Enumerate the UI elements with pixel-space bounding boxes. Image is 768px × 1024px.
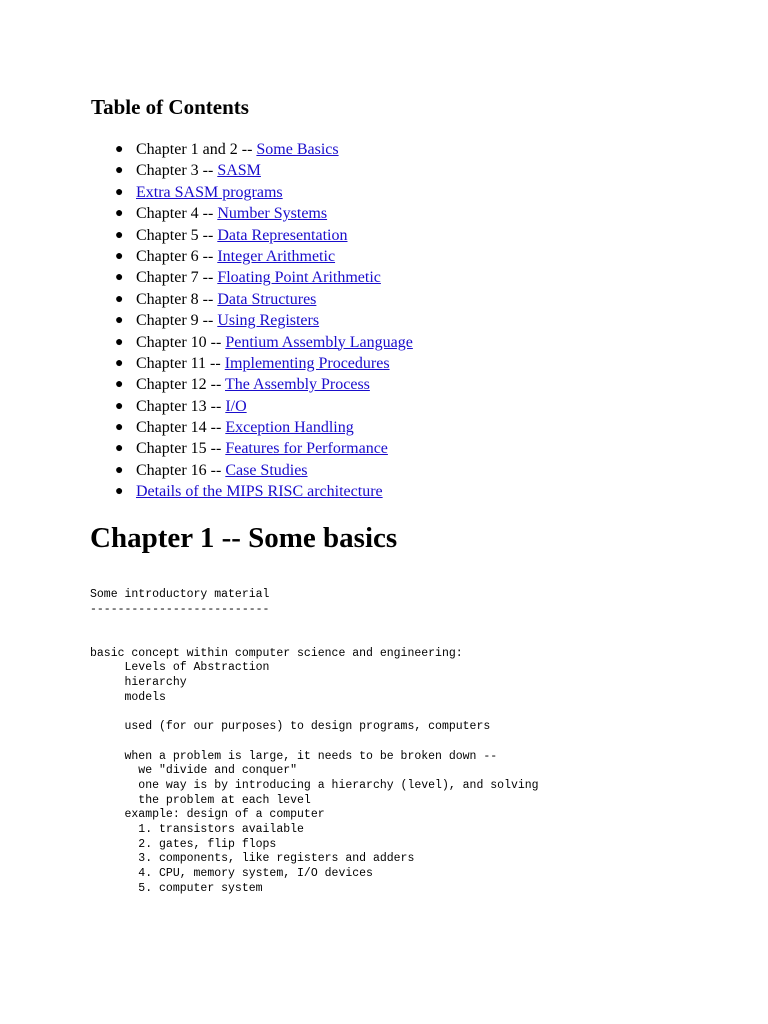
toc-item (115, 353, 413, 374)
toc-link[interactable]: Floating Point Arithmetic (217, 269, 381, 287)
chapter-text-block (90, 588, 539, 896)
toc-item-prefix: Chapter 7 -- (136, 269, 218, 287)
toc-item-prefix: Chapter 4 -- (136, 205, 218, 223)
toc-item (115, 460, 413, 481)
toc-link[interactable]: I/O (225, 397, 247, 415)
toc-item (115, 417, 413, 438)
text-line (90, 735, 539, 750)
chapter-heading: Chapter 1 -- Some basics (90, 522, 398, 554)
toc-item-prefix: Chapter 3 -- (136, 162, 218, 180)
toc-link[interactable]: Case Studies (225, 461, 308, 479)
toc-list (115, 139, 413, 503)
text-line: when a problem is large, it needs to be broken down -- (90, 749, 498, 763)
toc-item-prefix: Chapter 12 -- (136, 376, 226, 394)
toc-item-prefix: Chapter 13 -- (136, 397, 226, 415)
text-line: the problem at each level (90, 793, 311, 807)
text-line: models (90, 690, 166, 704)
toc-item (115, 374, 413, 395)
toc-item (115, 246, 413, 267)
text-line (90, 617, 539, 632)
text-line: we "divide and conquer" (90, 764, 298, 778)
toc-item (115, 481, 413, 502)
text-line (90, 706, 539, 721)
toc-item-prefix: Chapter 8 -- (136, 290, 218, 308)
bullet-icon: ● (115, 441, 124, 457)
text-line: one way is by introducing a hierarchy (level), and solving (90, 778, 539, 792)
text-line: 2. gates, flip flops (90, 837, 277, 851)
text-line: example: design of a computer (90, 808, 325, 822)
toc-link[interactable]: Pentium Assembly Language (225, 333, 413, 351)
text-line: 5. computer system (90, 881, 263, 895)
toc-item (115, 267, 413, 288)
toc-item (115, 203, 413, 224)
text-line: hierarchy (90, 676, 187, 690)
toc-item (115, 289, 413, 310)
bullet-icon: ● (115, 142, 124, 157)
text-line: 1. transistors available (90, 823, 304, 836)
toc-link[interactable]: Number Systems (217, 205, 328, 223)
toc-item (115, 182, 413, 203)
bullet-icon: ● (115, 227, 124, 243)
text-line: Levels of Abstraction (90, 661, 270, 675)
toc-link[interactable]: Data Structures (217, 290, 317, 308)
toc-item (115, 332, 413, 353)
bullet-icon: ● (115, 398, 124, 414)
toc-link[interactable]: Exception Handling (225, 419, 354, 437)
toc-item-prefix: Chapter 9 -- (136, 312, 218, 330)
toc-item (115, 310, 413, 331)
bullet-icon: ● (115, 291, 124, 307)
toc-item (115, 438, 413, 459)
text-line: Some introductory material (90, 588, 270, 601)
toc-heading: Table of Contents (91, 95, 249, 119)
toc-item-prefix: Chapter 14 -- (136, 419, 226, 437)
toc-link[interactable]: Implementing Procedures (224, 354, 390, 372)
toc-link[interactable]: Features for Performance (225, 440, 388, 458)
toc-link[interactable]: Some Basics (256, 141, 339, 158)
toc-link[interactable]: Using Registers (217, 312, 320, 330)
text-line: used (for our purposes) to design programs, computers (90, 720, 491, 734)
bullet-icon: ● (115, 248, 124, 264)
bullet-icon: ● (115, 334, 124, 350)
text-line: 4. CPU, memory system, I/O devices (90, 867, 373, 881)
bullet-icon: ● (115, 484, 124, 500)
bullet-icon: ● (115, 313, 124, 329)
bullet-icon: ● (115, 163, 124, 179)
text-line: -------------------------- (90, 602, 270, 616)
bullet-icon: ● (115, 355, 124, 371)
toc-item (115, 225, 413, 246)
text-line (90, 632, 539, 647)
toc-link[interactable]: Data Representation (217, 226, 348, 244)
bullet-icon: ● (115, 206, 124, 222)
bullet-icon: ● (115, 184, 124, 200)
toc-item (115, 396, 413, 417)
toc-item-prefix: Chapter 15 -- (136, 440, 226, 458)
toc-link[interactable]: The Assembly Process (225, 376, 370, 394)
toc-item-prefix: Chapter 16 -- (136, 461, 226, 479)
toc-item-prefix: Chapter 1 and 2 -- (136, 141, 257, 158)
bullet-icon: ● (115, 420, 124, 436)
toc-item-prefix: Chapter 11 -- (136, 354, 225, 372)
text-line: basic concept within computer science and engineering: (90, 646, 463, 660)
toc-link[interactable]: Extra SASM programs (136, 183, 283, 201)
toc-link[interactable]: Details of the MIPS RISC architecture (136, 483, 383, 501)
toc-item (115, 139, 413, 160)
toc-item-prefix: Chapter 10 -- (136, 333, 226, 351)
text-line: 3. components, like registers and adders (90, 852, 415, 866)
bullet-icon: ● (115, 270, 124, 286)
toc-item (115, 160, 413, 181)
toc-item-prefix: Chapter 6 -- (136, 247, 218, 265)
toc-item-prefix: Chapter 5 -- (136, 226, 218, 244)
bullet-icon: ● (115, 377, 124, 393)
toc-link[interactable]: Integer Arithmetic (217, 247, 336, 265)
bullet-icon: ● (115, 462, 124, 478)
toc-link[interactable]: SASM (217, 162, 261, 180)
